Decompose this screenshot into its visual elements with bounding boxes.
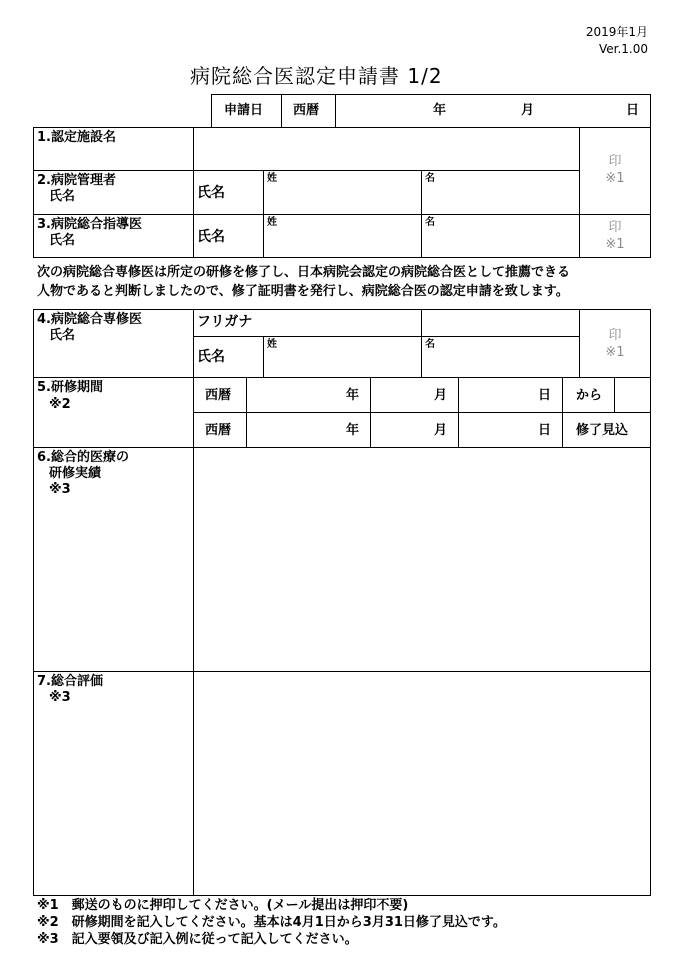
seal-note: ※1: [605, 237, 625, 252]
resident-surname-input[interactable]: [265, 352, 419, 376]
resident-name-label: 氏名: [49, 328, 76, 343]
document-version: Ver.1.00: [598, 42, 648, 56]
supervisor-surname-input[interactable]: [265, 229, 419, 255]
apply-month-input[interactable]: [450, 96, 518, 125]
admin-name-label: 氏名: [197, 185, 225, 201]
hospital-admin-name-label: 氏名: [49, 189, 76, 204]
era-label: 西暦: [293, 103, 320, 118]
footnote-3: ※3 記入要領及び記入例に従って記入してください。: [37, 932, 358, 947]
admin-given-input[interactable]: [423, 186, 577, 212]
resident-name-field-label: 氏名: [197, 349, 225, 365]
apply-date-label: 申請日: [224, 103, 264, 118]
footnote-1: ※1 郵送のものに押印してください。(メール提出は押印不要): [37, 898, 409, 913]
day-label: 日: [626, 103, 640, 118]
start-day-input[interactable]: [460, 379, 534, 410]
training-record-textarea[interactable]: [195, 449, 649, 669]
supervisor-given-label: 名: [425, 217, 435, 228]
admin-surname-input[interactable]: [265, 186, 419, 212]
supervisor-given-input[interactable]: [423, 229, 577, 255]
supervisor-surname-label: 姓: [267, 217, 277, 228]
month-label: 月: [521, 103, 535, 118]
seal-note: ※1: [605, 345, 625, 360]
supervisor-seal-box: [580, 219, 650, 253]
intro-text-line2: 人物であると判断しましたので、修了証明書を発行し、病院総合医の認定申請を致します。: [37, 284, 569, 299]
supervisor-name-label: 氏名: [49, 233, 76, 248]
training-record-note: ※3: [49, 482, 71, 497]
footnote-2: ※2 研修期間を記入してください。基本は4月1日から3月31日修了見込です。: [37, 915, 506, 930]
seal-mark: 印: [608, 154, 622, 169]
apply-year-input[interactable]: [337, 96, 429, 125]
facility-name-input[interactable]: [195, 129, 578, 169]
supervisor-label: 3.病院総合指導医: [37, 217, 142, 232]
end-year-input[interactable]: [248, 414, 342, 445]
training-record-label-2: 研修実績: [49, 466, 102, 481]
resident-surname-label: 姓: [267, 339, 277, 350]
furigana-surname-input[interactable]: [265, 311, 419, 335]
page-title: 病院総合医認定申請書 1/2: [190, 64, 443, 88]
resident-given-label: 名: [425, 339, 435, 350]
end-day-input[interactable]: [460, 414, 534, 445]
resident-given-input[interactable]: [423, 352, 577, 376]
start-year-label: 年: [346, 388, 360, 403]
year-label: 年: [433, 103, 447, 118]
evaluation-note: ※3: [49, 690, 71, 705]
seal-note: ※1: [605, 171, 625, 186]
end-month-input[interactable]: [372, 414, 430, 445]
intro-text-line1: 次の病院総合専修医は所定の研修を修了し、日本病院会認定の病院総合医として推薦できる: [37, 265, 571, 280]
training-record-label: 6.総合的医療の: [37, 450, 129, 465]
resident-label: 4.病院総合専修医: [37, 312, 142, 327]
furigana-given-input[interactable]: [423, 311, 577, 335]
furigana-label: フリガナ: [197, 314, 253, 330]
expected-completion-label: 修了見込: [576, 423, 629, 438]
document-date: 2019年1月: [585, 25, 648, 39]
seal-mark: 印: [608, 220, 622, 235]
start-month-input[interactable]: [372, 379, 430, 410]
evaluation-label: 7.総合評価: [37, 674, 103, 689]
start-era-label: 西暦: [205, 388, 232, 403]
admin-surname-label: 姓: [267, 173, 277, 184]
admin-seal-box: [580, 153, 650, 187]
training-period-label: 5.研修期間: [37, 380, 103, 395]
end-month-label: 月: [434, 423, 448, 438]
apply-day-input[interactable]: [538, 96, 623, 125]
evaluation-textarea[interactable]: [195, 673, 649, 893]
from-label: から: [576, 388, 603, 403]
start-year-input[interactable]: [248, 379, 342, 410]
seal-mark: 印: [608, 328, 622, 343]
resident-seal-box: [580, 327, 650, 361]
end-era-label: 西暦: [205, 423, 232, 438]
training-period-note: ※2: [49, 397, 71, 412]
start-month-label: 月: [434, 388, 448, 403]
supervisor-name-field-label: 氏名: [197, 229, 225, 245]
facility-name-label: 1.認定施設名: [37, 130, 116, 145]
end-day-label: 日: [538, 423, 552, 438]
hospital-admin-label: 2.病院管理者: [37, 173, 116, 188]
start-day-label: 日: [538, 388, 552, 403]
end-year-label: 年: [346, 423, 360, 438]
admin-given-label: 名: [425, 173, 435, 184]
